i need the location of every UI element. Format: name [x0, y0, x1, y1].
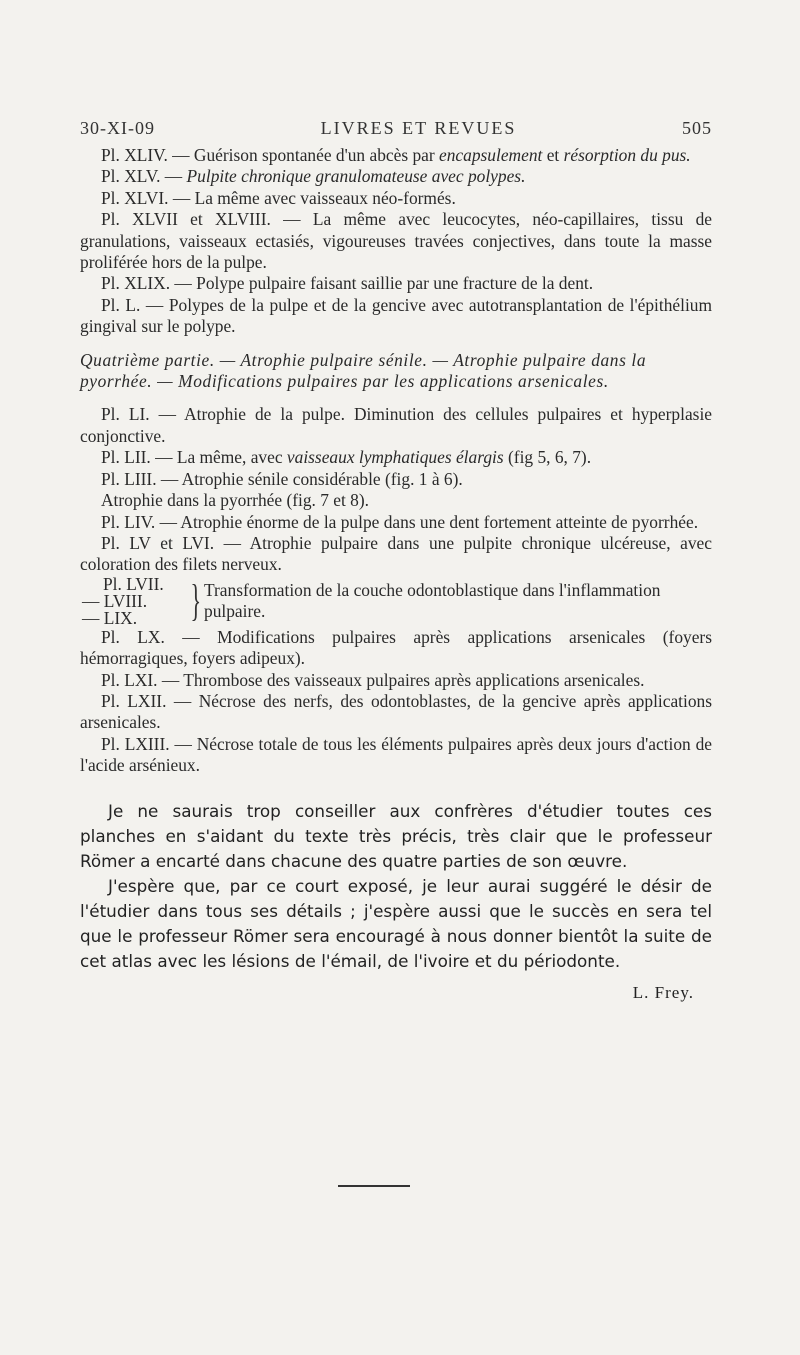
running-header	[80, 118, 712, 139]
end-rule	[338, 1185, 410, 1187]
plate-entry: Pl. LXIII. — Nécrose totale de tous les éléments pulpaires après deux jours d'action de l'acide arsénieux.	[80, 733, 712, 776]
brace-group	[80, 573, 712, 628]
plate-entry: Pl. LXI. — Thrombose des vaisseaux pulpaires après applications arsenicales.	[101, 669, 645, 690]
page	[80, 118, 712, 1005]
plate-entry: Pl. XLVI. — La même avec vaisseaux néo-formés.	[101, 187, 456, 208]
plate-entry: Pl. LII. — La même, avec vaisseaux lymphatiques élargis (fig 5, 6, 7).	[101, 447, 592, 468]
page-number: 505	[682, 118, 712, 138]
curly-brace-icon: }	[190, 576, 202, 626]
plate-entry: Atrophie dans la pyorrhée (fig. 7 et 8).	[101, 490, 370, 511]
plate-entry: Pl. LX. — Modifications pulpaires après applications arsenicales (foyers hémorragiques, foyers adipeux).	[80, 626, 712, 669]
brace-label: Pl. LVII.	[103, 573, 164, 594]
plate-entry: Pl. XLIV. — Guérison spontanée d'un abcès par encapsulement et résorption du pus.	[101, 145, 691, 165]
header-title: LIVRES ET REVUES	[320, 118, 517, 138]
plate-list	[80, 145, 712, 777]
plate-entry: Pl. XLIX. — Polype pulpaire faisant saillie par une fracture de la dent.	[101, 273, 594, 294]
brace-description: Transformation de la couche odontoblastique dans l'inflammation pulpaire.	[204, 579, 661, 622]
plate-entry: Pl. LI. — Atrophie de la pulpe. Diminution des cellules pulpaires et hyperplasie conjonctive.	[80, 404, 712, 446]
brace-label: — LIX.	[82, 607, 138, 628]
brace-label: — LVIII.	[82, 590, 148, 611]
header-date: 30-XI-09	[80, 118, 155, 138]
plate-entry: Pl. XLV. — Pulpite chronique granulomateuse avec polypes.	[101, 166, 526, 187]
section-heading: Quatrième partie. — Atrophie pulpaire sénile. — Atrophie pulpaire dans la pyorrhée. — Modifications pulpaires par les applications arsenicales.	[80, 349, 647, 392]
signature: L. Frey.	[632, 982, 694, 1002]
plate-entry: Pl. LV et LVI. — Atrophie pulpaire dans une pulpite chronique ulcéreuse, avec coloration des filets nerveux.	[80, 532, 712, 575]
plate-entry: Pl. XLVII et XLVIII. — La même avec leucocytes, néo-capillaires, tissu de granulations, vaisseaux ectasiés, vigoureuses travées conjectives, dans toute la masse proliférée hors de la pulpe.	[80, 209, 712, 273]
closing-paragraph: Je ne saurais trop conseiller aux confrères d'étudier toutes ces planches en s'aidant du texte très précis, très clair que le professeur Römer a encarté dans chacune des quatre parties de son œuvre.	[80, 800, 712, 871]
plate-entry: Pl. L. — Polypes de la pulpe et de la gencive avec autotransplantation de l'épithélium gingival sur le polype.	[80, 294, 712, 337]
brace-labels	[82, 573, 194, 628]
closing-remarks	[80, 799, 712, 1005]
plate-entry: Pl. LIII. — Atrophie sénile considérable (fig. 1 à 6).	[101, 468, 463, 489]
closing-paragraph: J'espère que, par ce court exposé, je leur aurai suggéré le désir de l'étudier dans tous ses détails ; j'espère aussi que le succès en sera tel que le professeur Römer sera encouragé à nous donner bientôt la suite de cet atlas avec les lésions de l'émail, de l'ivoire et du périodonte.	[80, 875, 712, 971]
plate-entry: Pl. LXII. — Nécrose des nerfs, des odontoblastes, de la gencive après applications arsenicales.	[80, 690, 712, 733]
plate-entry: Pl. LIV. — Atrophie énorme de la pulpe dans une dent fortement atteinte de pyorrhée.	[101, 511, 699, 532]
